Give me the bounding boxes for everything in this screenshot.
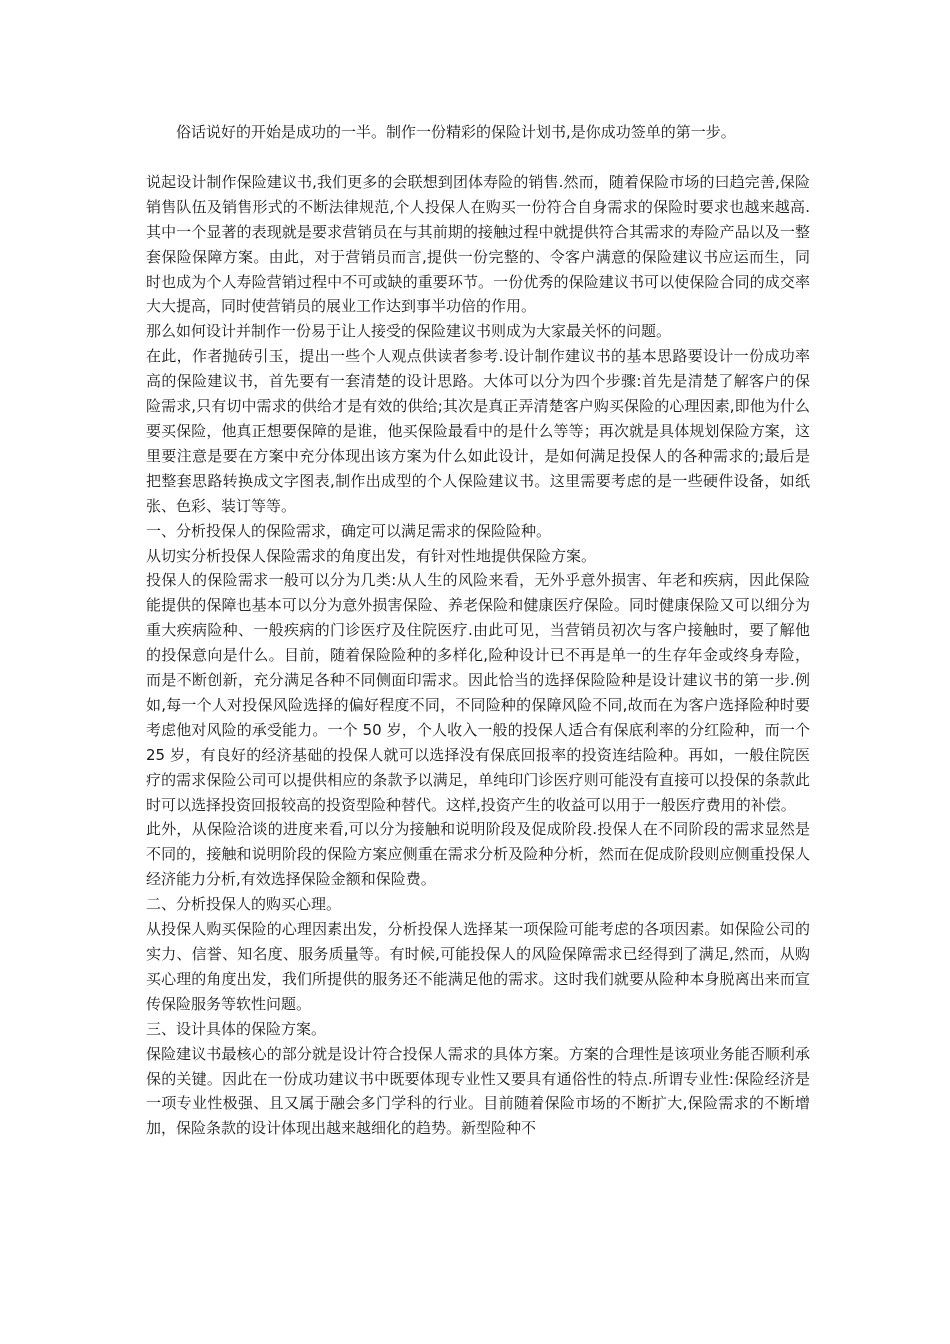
paragraph-section2-psychology: 从投保人购买保险的心理因素出发，分析投保人选择某一项保险可能考虑的各项因素。如保险公司的实力、信誉、知名度、服务质量等。有时候,可能投保人的风险保障需求已经得到了满足,然而，从购买心理的角度出发，我们所提供的服务还不能满足他的需求。这时我们就要从险种本身脱离出来而宣传保险服务等软性问题。	[146, 920, 810, 1013]
paragraph-design-approach: 在此，作者抛砖引玉，提出一些个人观点供读者参考.设计制作建议书的基本思路要设计一份成功率高的保险建议书，首先要有一套清楚的设计思路。大体可以分为四个步骤:首先是清楚了解客户的保险需求,只有切中需求的供给才是有效的供给;其次是真正弄清楚客户购买保险的心理因素,即他为什么要买保险，他真正想要保障的是谁，他买保险最看中的是什么等等；再次就是具体规划保险方案，这里要注意是要在方案中充分体现出该方案为什么如此设计，是如何满足投保人的各种需求的;最后是把整套思路转换成文字图表,制作出成型的个人保险建议书。这里需要考虑的是一些硬件设备，如纸张、色彩、装订等等。	[146, 347, 810, 515]
paragraph-section1-stages: 此外，从保险洽谈的进度来看,可以分为接触和说明阶段及促成阶段.投保人在不同阶段的需求显然是不同的，接触和说明阶段的保险方案应侧重在需求分析及险种分析，然而在促成阶段则应侧重投保人经济能力分析,有效选择保险金额和保险费。	[146, 820, 810, 889]
section-heading-1: 一、分析投保人的保险需求，确定可以满足需求的保险险种。	[146, 521, 552, 540]
paragraph-section3-plan: 保险建议书最核心的部分就是设计符合投保人需求的具体方案。方案的合理性是该项业务能否顺利承保的关键。因此在一份成功建议书中既要体现专业性又要具有通俗性的特点.所谓专业性:保险经济是一项专业性极强、且又属于融会多门学科的行业。目前随着保险市场的不断扩大,保险需求的不断增加，保险条款的设计体现出越来越细化的趋势。新型险种不	[146, 1044, 810, 1138]
document-page	[146, 120, 810, 1141]
intro-line: 俗话说好的开始是成功的一半。制作一份精彩的保险计划书,是你成功签单的第一步。	[176, 123, 736, 141]
section-heading-3: 三、设计具体的保险方案。	[146, 1019, 327, 1038]
section-heading-2: 二、分析投保人的购买心理。	[146, 895, 342, 914]
paragraph-section1-needs: 投保人的保险需求一般可以分为几类:从人生的风险来看，无外乎意外损害、年老和疾病，因此保险能提供的保障也基本可以分为意外损害保险、养老保险和健康医疗保险。同时健康保险又可以细分为重大疾病险种、一般疾病的门诊医疗及住院医疗.由此可见，当营销员初次与客户接触时，要了解他的投保意向是什么。目前，随着保险险种的多样化,险种设计已不再是单一的生存年金或终身寿险，而是不断创新，充分满足各种不同侧面印需求。因此恰当的选择保险险种是设计建议书的第一步.例如,每一个人对投保风险选择的偏好程度不同，不同险种的保障风险不同,故而在为客户选择险种时要考虑他对风险的承受能力。一个 50 岁，个人收入一般的投保人适合有保底利率的分红险种，而一个 25 岁，有良好的经济基础的投保人就可以选择没有保底回报率的投资连结险种。再如，一般住院医疗的需求保险公司可以提供相应的条款予以满足，单纯印门诊医疗则可能没有直接可以投保的条款此时可以选择投资回报较高的投资型险种替代。这样,投资产生的收益可以用于一般医疗费用的补偿。	[146, 571, 810, 814]
paragraph-question: 那么如何设计并制作一份易于让人接受的保险建议书则成为大家最关怀的问题。	[146, 322, 672, 341]
paragraph-section1-lead: 从切实分析投保人保险需求的角度出发，有针对性地提供保险方案。	[146, 546, 597, 565]
paragraph-intro-background: 说起设计制作保险建议书,我们更多的会联想到团体寿险的销售.然而，随着保险市场的曰趋完善,保险销售队伍及销售形式的不断法律规范,个人投保人在购买一份符合自身需求的保险时要求也越来越高.其中一个显著的表现就是要求营销员在与其前期的接触过程中就提供符合其需求的寿险产品以及一整套保险保障方案。由此，对于营销员而言,提供一份完整的、令客户满意的保险建议书应运而生，同时也成为个人寿险营销过程中不可或缺的重要环节。一份优秀的保险建议书可以使保险合同的成交率大大提高，同时使营销员的展业工作达到事半功倍的作用。	[146, 172, 810, 316]
